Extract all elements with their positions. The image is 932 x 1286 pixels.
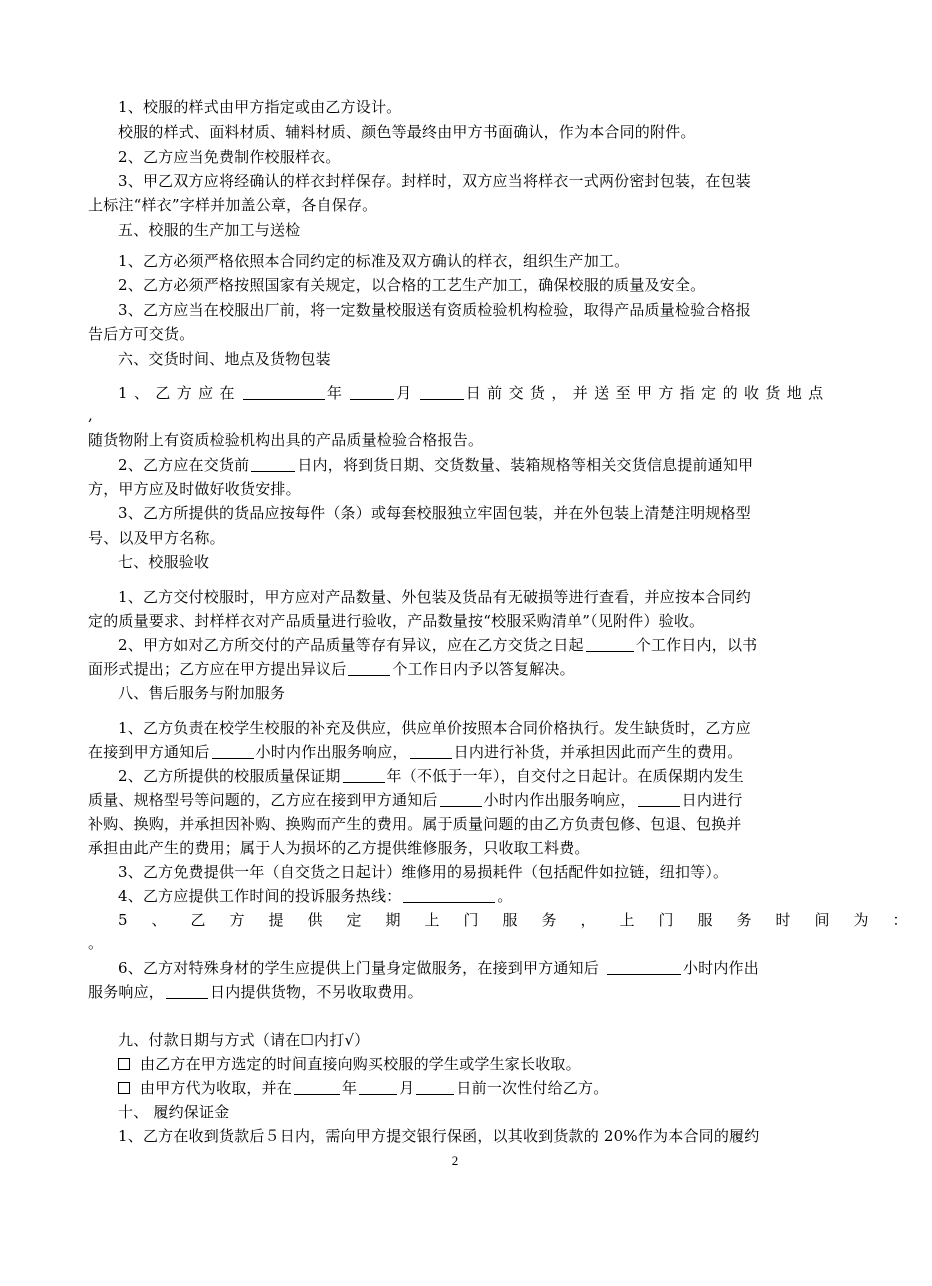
paragraph: 2、乙方应当免费制作校服样衣。 [118,148,341,166]
section-heading: 七、校服验收 [118,553,210,571]
blank-line [416,1079,454,1095]
text: 年 [342,1079,358,1097]
text: 由乙方在甲方选定的时间直接向购买校服的学生或学生家长收取。 [140,1055,581,1073]
text: 服务响应， [88,983,165,1001]
paragraph: 2、乙方必须严格按照国家有关规定，以合格的工艺生产加工，确保校服的质量及安全。 [118,276,706,294]
text: 1、乙方应在 [118,384,241,402]
blank-line [440,791,482,807]
paragraph [118,454,824,476]
blank-line [166,983,208,999]
paragraph: 上标注“样衣”字样并加盖公章，各自保存。 [88,196,378,214]
text: 小时内作出 [682,959,759,977]
text: 4、乙方应提供工作时间的投诉服务热线： [118,887,402,905]
paragraph [88,789,824,811]
text: 年 [326,384,349,402]
paragraph: 校服的样式、面料材质、辅料材质、颜色等最终由甲方书面确认，作为本合同的附件。 [118,123,696,141]
page-number: 2 [451,1153,459,1168]
text: 日内提供货物，不另收取费用。 [210,983,423,1001]
text: 月 [396,384,418,402]
text: 6、乙方对特殊身材的学生应提供上门量身定做服务，在接到甲方通知后 [118,959,599,977]
paragraph: 1、乙方交付校服时，甲方应对产品数量、外包装及货品有无破损等进行查看，并应按本合同约 [118,588,751,606]
paragraph: 3、乙方所提供的货品应按每件（条）或每套校服独立牢固包装，并在外包装上清楚注明规格型 [118,504,751,522]
blank-line [607,959,681,975]
text: 日前交货，并送至甲方指定的收货地点 [465,384,830,402]
checkbox-icon[interactable] [118,1082,130,1094]
text: 小时内作出服务响应， [255,743,408,761]
text: 由甲方代为收取，并在 [140,1079,293,1097]
paragraph: 补购、换购，并承担因补购、换购而产生的费用。属于质量问题的由乙方负责包修、包退、包换并 [88,815,742,833]
paragraph: 3、甲乙双方应将经确认的样衣封样保存。封样时，双方应当将样衣一式两份密封包装，在包装 [118,172,751,190]
text: 日内，将到货日期、交货数量、装箱规格等相关交货信息提前通知甲 [297,456,754,474]
blank-line [350,384,394,400]
paragraph [118,382,830,404]
text: 质量、规格型号等问题的，乙方应在接到甲方通知后 [88,791,438,809]
paragraph: 1、校服的样式由甲方指定或由乙方设计。 [118,98,402,116]
paragraph [88,741,824,763]
section-heading: 六、交货时间、地点及货物包装 [118,350,331,368]
blank-line [638,791,680,807]
paragraph: , [88,406,93,424]
text: 2、乙方应在交货前 [118,456,250,474]
paragraph: 1、乙方负责在校学生校服的补充及供应，供应单价按照本合同价格执行。发生缺货时，乙方应 [118,719,751,737]
paragraph: 号、以及甲方名称。 [88,529,225,547]
text: 日前一次性付给乙方。 [456,1079,609,1097]
text: 年（不低于一年），自交付之日起计。在质保期内发生 [386,767,744,785]
paragraph [88,658,824,680]
blank-line [359,1079,397,1095]
blank-line [420,384,464,400]
checkbox-option [118,1053,824,1075]
paragraph [118,957,824,979]
paragraph: 1、乙方在收到货款后５日内，需向甲方提交银行保函，以其收到货款的 20%作为本合同的履约 [118,1127,760,1145]
text: 日内进行 [681,791,743,809]
paragraph: 定的质量要求、封样样衣对产品质量进行验收，产品数量按“校服采购清单”（见附件）验收。 [88,612,705,630]
paragraph: 承担由此产生的费用；属于人为损坏的乙方提供维修服务，只收取工料费。 [88,839,590,857]
blank-line [212,743,254,759]
text: 月 [399,1079,415,1097]
blank-line [586,636,634,652]
text: 个工作日内，以书 [635,636,758,654]
text: 在接到甲方通知后 [88,743,210,761]
paragraph: 1、乙方必须严格依照本合同约定的标准及双方确认的样衣，组织生产加工。 [118,252,630,270]
blank-line [251,456,295,472]
text: 日内进行补货，并承担因此而产生的费用。 [453,743,743,761]
section-heading: 九、付款日期与方式（请在☐内打√） [118,1031,370,1049]
paragraph: 5、乙方提供定期上门服务，上门服务时间为： [118,911,932,929]
text: 小时内作出服务响应， [483,791,636,809]
paragraph [118,765,824,787]
blank-line [243,384,325,400]
checkbox-icon[interactable] [118,1058,130,1070]
paragraph [118,885,824,907]
paragraph: 告后方可交货。 [88,325,195,343]
blank-line [348,660,390,676]
paragraph: 3、乙方免费提供一年（自交货之日起计）维修用的易损耗件（包括配件如拉链，纽扣等）。 [118,863,729,881]
paragraph [88,981,824,1003]
blank-line [410,743,452,759]
paragraph: 3、乙方应当在校服出厂前，将一定数量校服送有资质检验机构检验，取得产品质量检验合格报 [118,301,751,319]
text: 个工作日内予以答复解决。 [392,660,575,678]
paragraph [118,634,824,656]
section-heading: 十、 履约保证金 [118,1103,230,1121]
paragraph: 。 [88,934,104,952]
section-heading: 五、校服的生产加工与送检 [118,221,301,239]
blank-line [343,767,385,783]
paragraph: 方，甲方应及时做好收货安排。 [88,480,301,498]
text: 面形式提出；乙方应在甲方提出异议后 [88,660,347,678]
blank-line [294,1079,340,1095]
checkbox-option [118,1077,824,1099]
text: 。 [497,887,513,905]
blank-line [403,887,495,903]
text: 2、甲方如对乙方所交付的产品质量等存有异议，应在乙方交货之日起 [118,636,584,654]
text: 2、乙方所提供的校服质量保证期 [118,767,341,785]
section-heading: 八、售后服务与附加服务 [118,684,286,702]
paragraph: 随货物附上有资质检验机构出具的产品质量检验合格报告。 [88,431,484,449]
